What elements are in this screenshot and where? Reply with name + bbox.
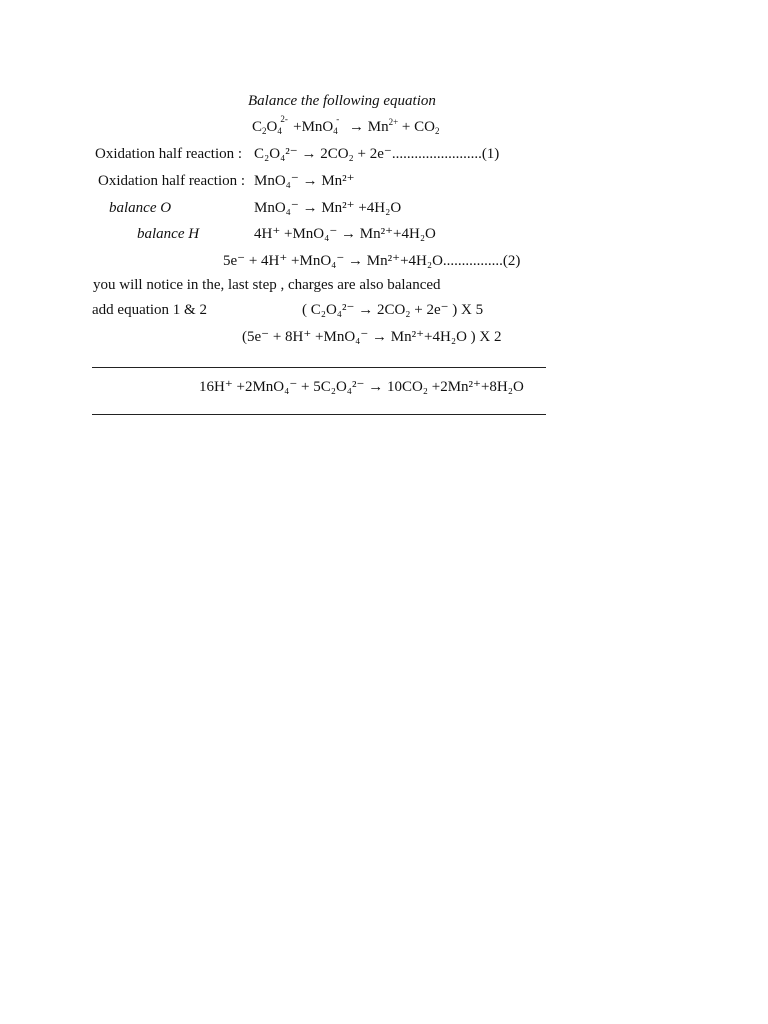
- reduction-half-reaction-label: Oxidation half reaction :: [98, 173, 246, 189]
- notice-text: you will notice in the, last step , charges are also balanced: [93, 277, 441, 293]
- oxidation-half-reaction-label: Oxidation half reaction :: [95, 146, 243, 162]
- overall-equation: $C_2O$ 4 2- +MnO 4 - → $Mn^{2+} + CO_2$: [252, 114, 440, 136]
- divider-top: [92, 367, 546, 368]
- balance-o-equation: MnO₄⁻ → Mn²⁺ +4H₂O: [254, 200, 402, 216]
- page-title: Balance the following equation: [248, 93, 436, 109]
- final-balanced-equation: 16H⁺ +2MnO₄⁻ + 5C₂O₄²⁻ → 10CO₂ +2Mn²⁺+8H₂O: [199, 379, 524, 395]
- equation-2-times-2: (5e⁻ + 8H⁺ +MnO₄⁻ → Mn²⁺+4H₂O ) X 2: [242, 329, 502, 345]
- reduction-half-reaction-equation: MnO₄⁻ → Mn²⁺: [254, 173, 355, 189]
- balance-h-label: balance H: [137, 226, 200, 242]
- balance-h-equation: 4H⁺ +MnO₄⁻ → Mn²⁺+4H₂O: [254, 226, 436, 242]
- oxidation-half-reaction-equation: C₂O₄²⁻ → 2CO₂ + 2e⁻........................(1): [254, 146, 500, 162]
- divider-bottom: [92, 414, 546, 415]
- balance-o-label: balance O: [109, 200, 172, 216]
- balance-charge-equation: 5e⁻ + 4H⁺ +MnO₄⁻ → Mn²⁺+4H₂O................(2): [223, 253, 521, 269]
- equation-1-times-5: ( C₂O₄²⁻ → 2CO₂ + 2e⁻ ) X 5: [302, 302, 484, 318]
- add-equation-label: add equation 1 & 2: [92, 302, 207, 318]
